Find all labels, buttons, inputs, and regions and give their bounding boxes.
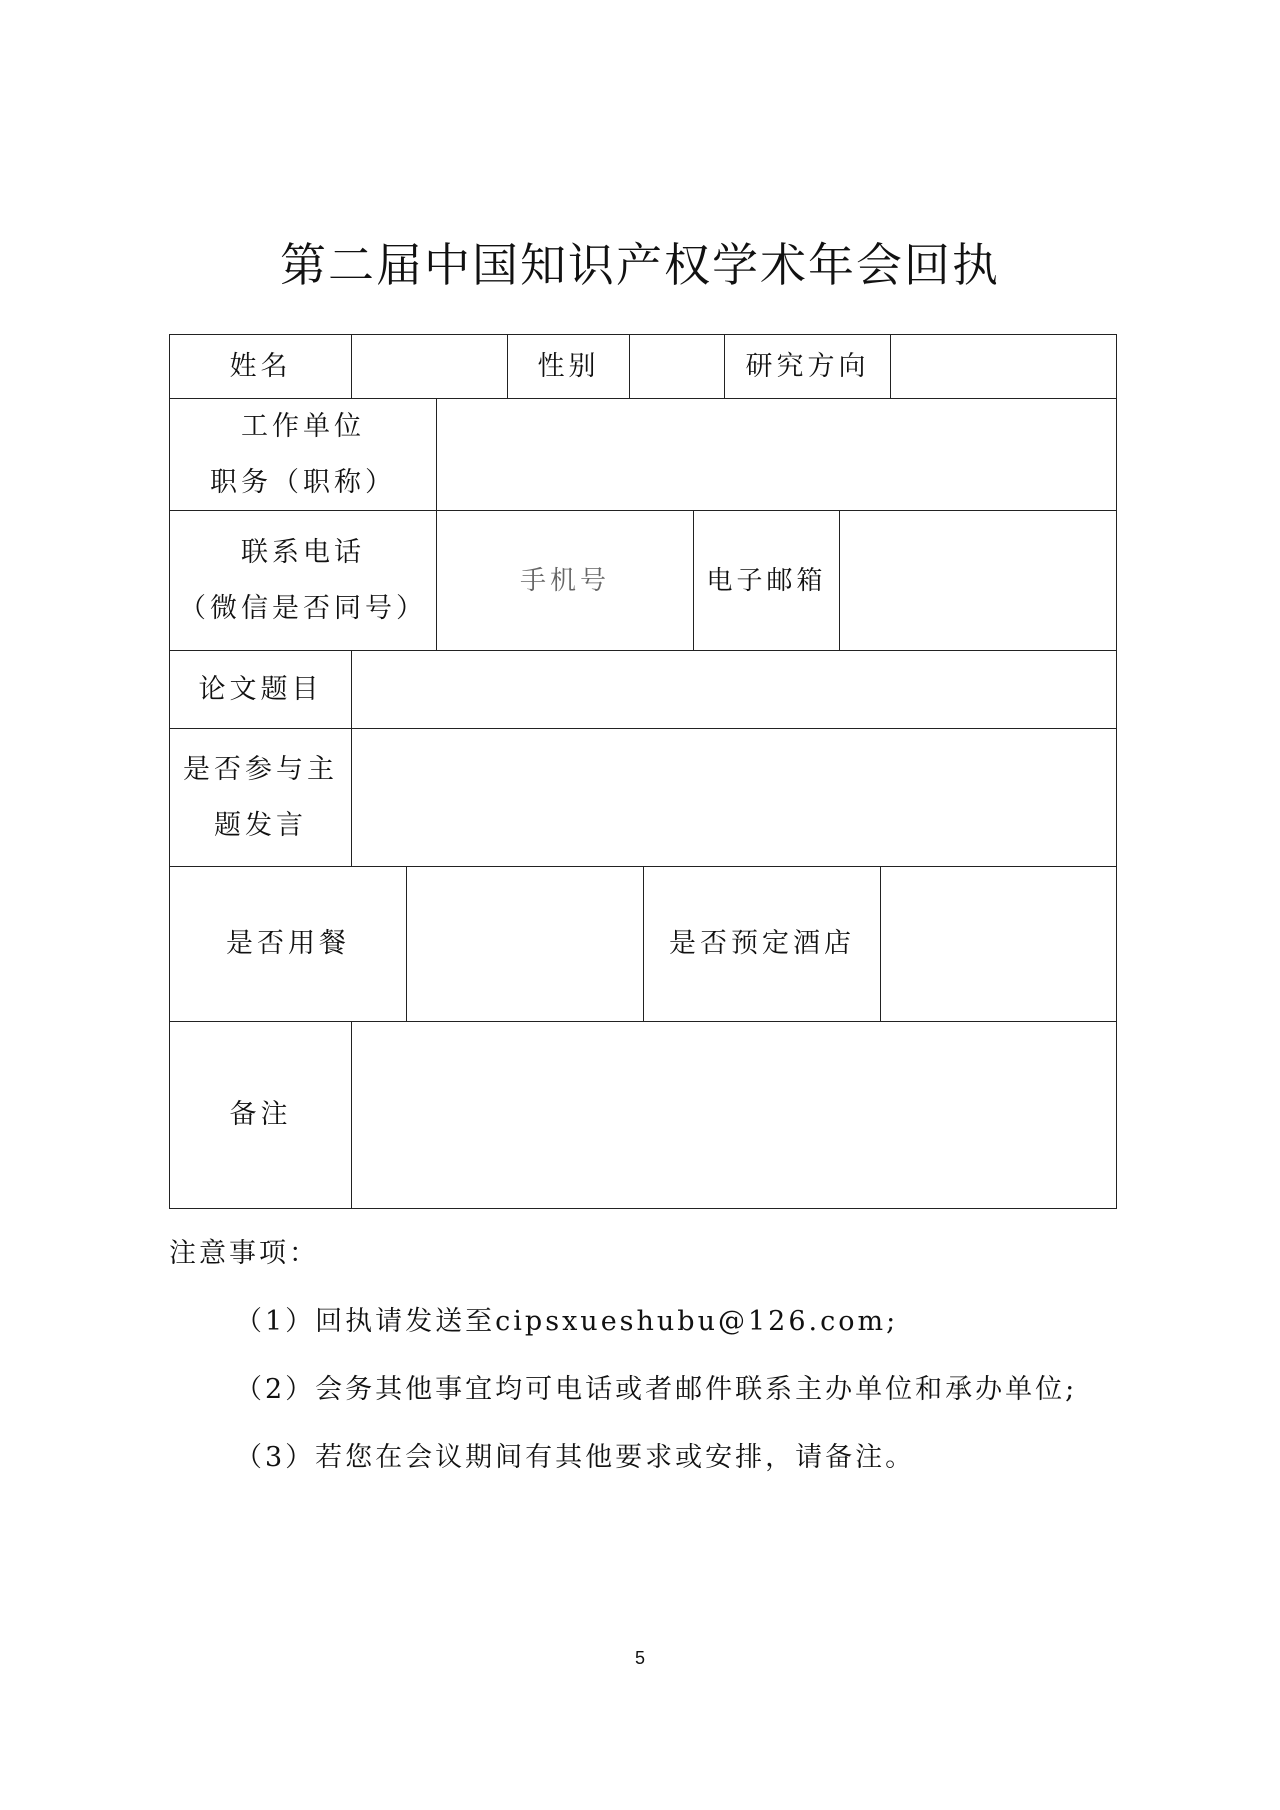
remarks-field[interactable] xyxy=(352,1022,1115,1208)
form-row-meal-hotel xyxy=(169,866,1117,1021)
paper-field[interactable] xyxy=(352,651,1115,728)
note-item: （1）回执请发送至cipsxueshubu@126.com; xyxy=(235,1306,899,1337)
form-row-paper xyxy=(169,650,1117,728)
notes-heading: 注意事项： xyxy=(169,1238,319,1269)
form-row-work-unit xyxy=(169,398,1117,510)
paper-label: 论文题目 xyxy=(170,651,352,728)
meal-field[interactable] xyxy=(407,867,644,1021)
remarks-label: 备注 xyxy=(170,1022,352,1208)
form-row-contact xyxy=(169,510,1117,650)
email-field[interactable] xyxy=(840,511,1115,650)
form-row-remarks xyxy=(169,1021,1117,1209)
work-unit-field[interactable] xyxy=(437,399,1115,510)
work-unit-label-line2: 职务（职称） xyxy=(210,466,396,498)
speech-label-line2: 题发言 xyxy=(214,809,307,841)
note-item: （2）会务其他事宜均可电话或者邮件联系主办单位和承办单位; xyxy=(235,1374,1078,1405)
speech-label xyxy=(170,729,352,866)
phone-label-line2: （微信是否同号） xyxy=(179,592,427,624)
form-row-name xyxy=(169,334,1117,398)
research-label: 研究方向 xyxy=(725,335,891,398)
phone-label-line1: 联系电话 xyxy=(241,536,365,568)
research-field[interactable] xyxy=(891,335,1115,398)
page-number: 5 xyxy=(634,1648,645,1668)
name-label: 姓名 xyxy=(170,335,352,398)
work-unit-label xyxy=(170,399,437,510)
gender-label: 性别 xyxy=(508,335,630,398)
speech-label-line1: 是否参与主 xyxy=(183,753,338,785)
notes-section xyxy=(169,1220,1129,1492)
form-row-speech xyxy=(169,728,1117,866)
email-label: 电子邮箱 xyxy=(694,511,840,650)
hotel-field[interactable] xyxy=(881,867,1115,1021)
hotel-label: 是否预定酒店 xyxy=(644,867,881,1021)
speech-field[interactable] xyxy=(352,729,1115,866)
phone-label xyxy=(170,511,437,650)
phone-field[interactable]: 手机号 xyxy=(437,511,694,650)
gender-field[interactable] xyxy=(630,335,725,398)
work-unit-label-line1: 工作单位 xyxy=(241,410,365,442)
page-title: 第二届中国知识产权学术年会回执 xyxy=(280,238,1000,292)
meal-label: 是否用餐 xyxy=(170,867,407,1021)
name-field[interactable] xyxy=(352,335,508,398)
note-item: （3）若您在会议期间有其他要求或安排，请备注。 xyxy=(235,1442,916,1473)
